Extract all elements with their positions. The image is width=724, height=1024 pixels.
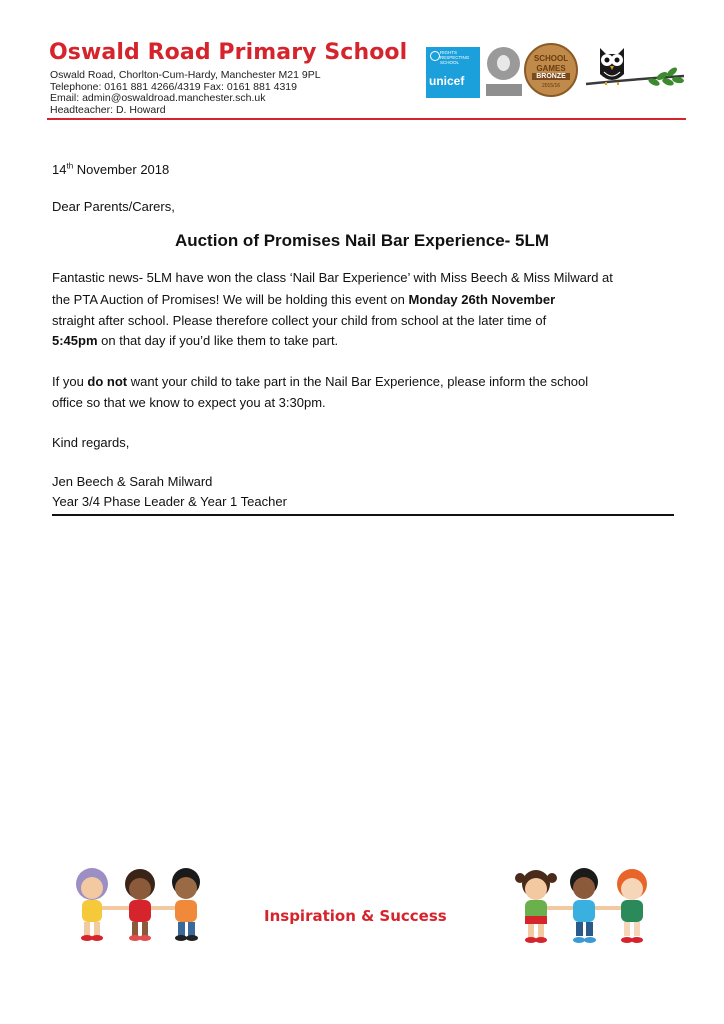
unicef-rights-respecting-logo — [426, 47, 480, 98]
closing: Kind regards, — [52, 435, 130, 450]
games-line2: GAMES — [536, 64, 566, 73]
headteacher: Headteacher: D. Howard — [50, 103, 166, 116]
school-name: Oswald Road Primary School — [49, 40, 408, 65]
school-games-bronze-badge — [524, 43, 578, 97]
school-contact-info — [50, 70, 321, 116]
children-illustration-left-icon — [66, 864, 212, 948]
paragraph-1-line-3: straight after school. Please therefore collect your child from school at the later time of — [52, 313, 547, 328]
paragraph-2-line-2: office so that we know to expect you at 3:30pm. — [52, 395, 326, 410]
letter-end-divider — [52, 514, 674, 516]
letter-title: Auction of Promises Nail Bar Experience- 5LM — [174, 231, 550, 250]
school-telephone: Telephone: 0161 881 4266/4319 Fax: 0161 881 4319 — [50, 80, 297, 93]
paragraph-2-line-1: If you do not want your child to take part in the Nail Bar Experience, please inform the school — [52, 374, 589, 389]
pickup-time: 5:45pm — [52, 333, 98, 348]
unicef-word: unicef — [429, 74, 465, 88]
school-email: Email: admin@oswaldroad.manchester.sch.uk — [50, 92, 266, 104]
paragraph-1-line-2: the PTA Auction of Promises! We will be holding this event on Monday 26th November — [52, 292, 556, 307]
header-divider — [47, 118, 686, 120]
letter-date: 14th November 2018 — [52, 161, 170, 177]
signatories: Jen Beech & Sarah Milward — [52, 474, 213, 489]
games-year: 2015/16 — [541, 83, 561, 89]
children-illustration-right-icon — [510, 864, 658, 950]
school-address: Oswald Road, Chorlton-Cum-Hardy, Manchester M21 9PL — [50, 69, 321, 81]
paragraph-1-line-1: Fantastic news- 5LM have won the class ‘Nail Bar Experience’ with Miss Beech & Miss Milward at — [52, 270, 613, 285]
salutation: Dear Parents/Carers, — [52, 199, 175, 214]
grey-award-badge-icon — [486, 47, 522, 99]
globe-icon — [430, 51, 440, 61]
do-not-emphasis: do not — [87, 374, 128, 389]
event-date: Monday 26th November — [408, 292, 556, 307]
unicef-small-text: RIGHTS RESPECTING SCHOOL — [440, 50, 470, 65]
school-motto: Inspiration & Success — [264, 907, 447, 925]
paragraph-1-line-4: 5:45pm on that day if you’d like them to take part. — [52, 333, 339, 348]
games-line1: SCHOOL — [533, 54, 569, 63]
games-level: BRONZE — [532, 73, 570, 80]
signatory-roles: Year 3/4 Phase Leader & Year 1 Teacher — [52, 494, 287, 509]
owl-on-branch-icon — [584, 40, 688, 100]
